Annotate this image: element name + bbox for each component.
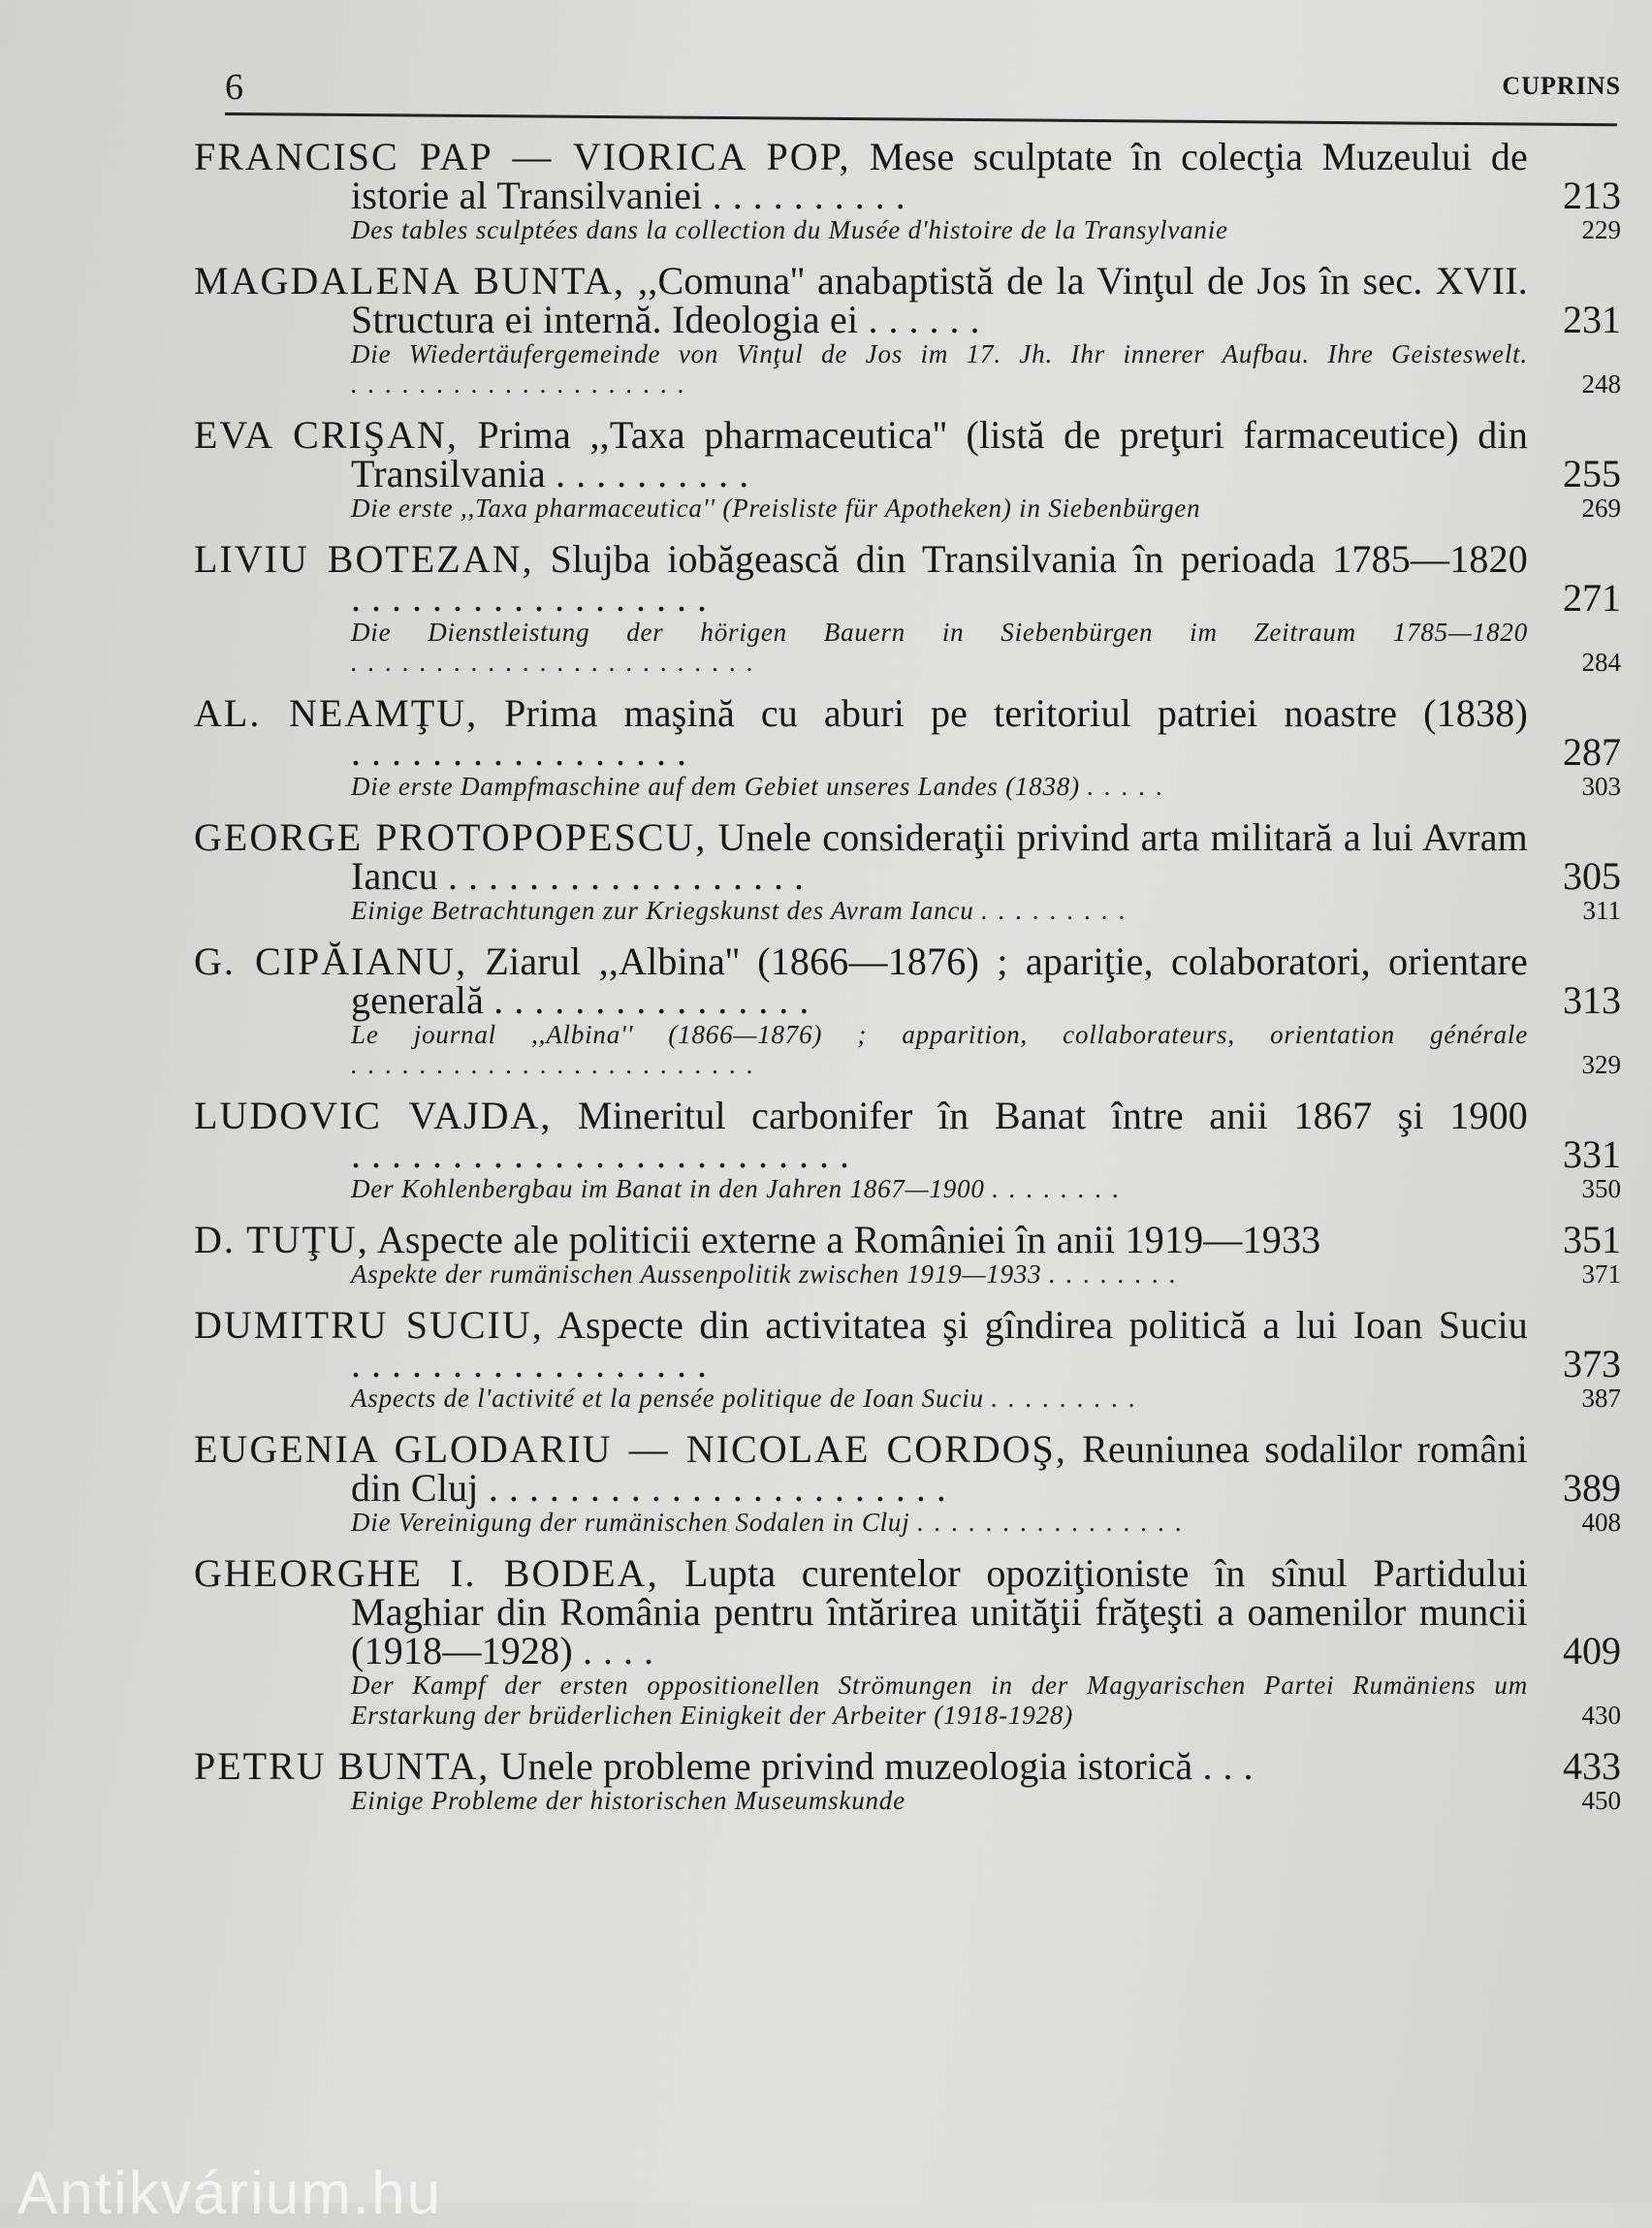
toc-entry — [194, 1218, 1621, 1289]
entry-author: FRANCISC PAP — VIORICA POP, — [194, 135, 851, 178]
entry-translation-page: 303 — [1581, 772, 1621, 801]
page-number: 6 — [225, 67, 243, 108]
entry-title: Mese sculptate în colecţia Muzeului de istorie al Transilvaniei — [351, 135, 1529, 217]
entry-author: MAGDALENA BUNTA, — [194, 259, 625, 302]
entry-author: GHEORGHE I. BODEA, — [194, 1551, 659, 1595]
toc-entry — [194, 537, 1621, 678]
entry-translation: Le journal ,,Albina'' (1866—1876) ; apparition, collaborateurs, orientation générale ........................ — [351, 1020, 1528, 1079]
entry-translation-text: Le journal ,,Albina'' (1866—1876) ; apparition, collaborateurs, orientation générale — [351, 1020, 1528, 1049]
entry-title: Mineritul carbonifer în Banat între anii 1867 şi 1900 — [577, 1094, 1529, 1137]
entry-translation-page: 371 — [1581, 1259, 1621, 1289]
entry-page-number: 331 — [1563, 1132, 1621, 1176]
entry-translation-page: 408 — [1581, 1508, 1621, 1537]
entry-translation: Die erste Dampfmaschine auf dem Gebiet unseres Landes (1838) ..... — [351, 772, 1174, 801]
entry-author: G. CIPĂIANU, — [194, 939, 468, 983]
toc-entry — [194, 815, 1621, 926]
toc-entry — [194, 259, 1621, 399]
entry-translation-page: 311 — [1582, 896, 1621, 925]
entry-main-text: PETRU BUNTA, Unele probleme privind muzeologia istorică ... — [194, 1744, 1264, 1788]
entry-translation-page: 329 — [1581, 1050, 1621, 1079]
entry-translation-text: Die Dienstleistung der hörigen Bauern in Siebenbürgen im Zeitraum 1785—1820 — [351, 618, 1528, 647]
entry-main-text: AL. NEAMŢU, Prima maşină cu aburi pe teritoriul patriei noastre (1838) ................. — [194, 691, 1528, 774]
entry-author: EVA CRIŞAN, — [194, 413, 459, 457]
entry-translation-page: 284 — [1581, 648, 1621, 677]
entry-translation: Die Vereinigung der rumänischen Sodalen in Cluj ................ — [351, 1508, 1193, 1537]
entry-author: EUGENIA GLODARIU — NICOLAE CORDOŞ, — [194, 1427, 1067, 1471]
entry-main-text: MAGDALENA BUNTA, ,,Comuna'' anabaptistă de la Vinţul de Jos în sec. XVII. Structura ei internă. Ideologia ei ...... — [194, 259, 1529, 341]
entry-translation-text: Einige Betrachtungen zur Kriegskunst des Avram Iancu — [351, 896, 974, 925]
entry-title: Aspecte ale politicii externe a României în anii 1919—1933 — [376, 1218, 1321, 1261]
watermark: Antikvárium.hu — [17, 2160, 443, 2227]
entry-translation: Die Dienstleistung der hörigen Bauern in Siebenbürgen im Zeitraum 1785—1820 ........................ — [351, 618, 1528, 677]
entry-author: LUDOVIC VAJDA, — [194, 1094, 553, 1137]
entry-translation-text: Der Kohlenbergbau im Banat in den Jahren 1867—1900 — [351, 1174, 985, 1203]
entry-title: ,,Comuna'' anabaptistă de la Vinţul de Jos în sec. XVII. Structura ei internă. Ideologia ei — [351, 259, 1529, 341]
entry-author: GEORGE PROTOPOPESCU, — [194, 815, 708, 859]
entry-main-text: LIVIU BOTEZAN, Slujba iobăgească din Transilvania în perioada 1785—1820 .................. — [194, 537, 1528, 620]
entry-translation-page: 430 — [1581, 1701, 1621, 1730]
entry-translation: Aspekte der rumänischen Aussenpolitik zwischen 1919—1933 ........ — [351, 1259, 1188, 1289]
entry-main-text: FRANCISC PAP — VIORICA POP, Mese sculptate în colecţia Muzeului de istorie al Transilvaniei .......... — [194, 135, 1529, 217]
entry-translation: Der Kampf der ersten oppositionellen Strömungen in der Magyarischen Partei Rumäniens um Erstarkung der brüderlichen Einigkeit der Arbeiter (1918-1928) — [351, 1671, 1528, 1730]
entry-translation: Aspects de l'activité et la pensée politique de Ioan Suciu ......... — [351, 1384, 1147, 1413]
entry-translation-text: Die Wiedertäufergemeinde von Vinţul de Jos im 17. Jh. Ihr innerer Aufbau. Ihre Geisteswelt. — [351, 339, 1528, 368]
entry-title: Aspecte din activitatea şi gîndirea politică a lui Ioan Suciu — [556, 1303, 1529, 1347]
entry-title: Slujba iobăgească din Transilvania în perioada 1785—1820 — [550, 537, 1528, 581]
entry-title: Prima maşină cu aburi pe teritoriul patriei noastre (1838) — [504, 691, 1528, 735]
running-title: CUPRINS — [1502, 72, 1621, 100]
entry-translation-page: 248 — [1581, 369, 1621, 398]
entry-translation-page: 350 — [1581, 1174, 1621, 1203]
entry-translation: Die erste ,,Taxa pharmaceutica'' (Preisliste für Apotheken) in Siebenbürgen — [351, 493, 1201, 523]
entry-author: LIVIU BOTEZAN, — [194, 537, 534, 581]
entry-page-number: 313 — [1563, 978, 1621, 1022]
entry-title: Unele probleme privind muzeologia istorică — [499, 1744, 1193, 1788]
entry-author: PETRU BUNTA, — [194, 1744, 491, 1788]
entry-author: AL. NEAMŢU, — [194, 691, 479, 735]
table-of-contents — [194, 135, 1621, 1832]
entry-main-text: G. CIPĂIANU, Ziarul ,,Albina'' (1866—1876) ; apariţie, colaboratori, orientare generală ................ — [194, 939, 1529, 1022]
entry-main-text: DUMITRU SUCIU, Aspecte din activitatea şi gîndirea politică a lui Ioan Suciu .................. — [194, 1303, 1529, 1385]
entry-title: Reuniunea sodalilor români din Cluj — [351, 1427, 1528, 1510]
toc-entry — [194, 1744, 1621, 1816]
entry-title: Prima ,,Taxa pharmaceutica'' (listă de preţuri farmaceutice) din Transilvania — [351, 413, 1529, 495]
entry-main-text: EUGENIA GLODARIU — NICOLAE CORDOŞ, Reuniunea sodalilor români din Cluj ....................... — [194, 1427, 1528, 1510]
entry-main-text: LUDOVIC VAJDA, Mineritul carbonifer în Banat între anii 1867 şi 1900 ......................... — [194, 1094, 1529, 1176]
entry-page-number: 433 — [1563, 1744, 1621, 1788]
entry-translation-text: Aspekte der rumänischen Aussenpolitik zwischen 1919—1933 — [351, 1259, 1042, 1289]
toc-entry — [194, 135, 1621, 245]
entry-page-number: 271 — [1563, 576, 1621, 620]
toc-entry — [194, 939, 1621, 1080]
entry-translation-text: Aspects de l'activité et la pensée politique de Ioan Suciu — [351, 1384, 984, 1413]
entry-page-number: 213 — [1563, 174, 1621, 217]
toc-entry — [194, 1303, 1621, 1414]
entry-page-number: 231 — [1563, 298, 1621, 341]
entry-translation: Der Kohlenbergbau im Banat in den Jahren 1867—1900 ........ — [351, 1174, 1130, 1203]
entry-author: DUMITRU SUCIU, — [194, 1303, 544, 1347]
entry-page-number: 373 — [1563, 1342, 1621, 1385]
entry-page-number: 389 — [1563, 1466, 1621, 1510]
entry-main-text: GEORGE PROTOPOPESCU, Unele consideraţii privind arta militară a lui Avram Iancu .................. — [194, 815, 1528, 898]
entry-main-text: GHEORGHE I. BODEA, Lupta curentelor opoziţioniste în sînul Partidului Maghiar din România pentru întărirea unităţii frăţeşti a oamenilor muncii (1918—1928) .... — [194, 1551, 1529, 1672]
entry-main-text — [194, 1218, 1528, 1261]
entry-page-number: 409 — [1563, 1629, 1621, 1672]
entry-page-number: 305 — [1563, 854, 1621, 898]
entry-translation: Einige Betrachtungen zur Kriegskunst des Avram Iancu ......... — [351, 896, 1136, 925]
entry-title: Ziarul ,,Albina'' (1866—1876) ; apariţie, colaboratori, orientare generală — [351, 939, 1529, 1022]
toc-entry — [194, 1094, 1621, 1204]
entry-translation-page: 450 — [1581, 1786, 1621, 1815]
entry-page-number: 351 — [1563, 1218, 1621, 1261]
entry-main-text: EVA CRIŞAN, Prima ,,Taxa pharmaceutica'' (listă de preţuri farmaceutice) din Transilvania .......... — [194, 413, 1529, 495]
entry-author: D. TUŢU, — [194, 1218, 369, 1261]
entry-page-number: 255 — [1563, 452, 1621, 495]
toc-entry — [194, 691, 1621, 802]
entry-title: Lupta curentelor opoziţioniste în sînul Partidului Maghiar din România pentru întărirea unităţii frăţeşti a oamenilor muncii (1918—1928) — [351, 1551, 1529, 1672]
entry-title: Unele consideraţii privind arta militară a lui Avram Iancu — [351, 815, 1528, 898]
toc-entry — [194, 1551, 1621, 1731]
entry-translation: Des tables sculptées dans la collection du Musée d'histoire de la Transylvanie — [351, 215, 1228, 244]
page-header — [225, 68, 1621, 118]
entry-translation: Einige Probleme der historischen Museumskunde — [351, 1786, 905, 1815]
entry-translation-text: Die erste Dampfmaschine auf dem Gebiet unseres Landes (1838) — [351, 772, 1080, 801]
entry-translation-page: 387 — [1581, 1384, 1621, 1413]
entry-translation-page: 229 — [1581, 215, 1621, 244]
toc-entry — [194, 413, 1621, 524]
entry-page-number: 287 — [1563, 730, 1621, 774]
toc-entry — [194, 1427, 1621, 1538]
entry-translation-text: Die Vereinigung der rumänischen Sodalen in Cluj — [351, 1508, 910, 1537]
entry-translation-page: 269 — [1581, 493, 1621, 523]
entry-translation: Die Wiedertäufergemeinde von Vinţul de Jos im 17. Jh. Ihr innerer Aufbau. Ihre Geisteswelt. .................... — [351, 339, 1528, 398]
